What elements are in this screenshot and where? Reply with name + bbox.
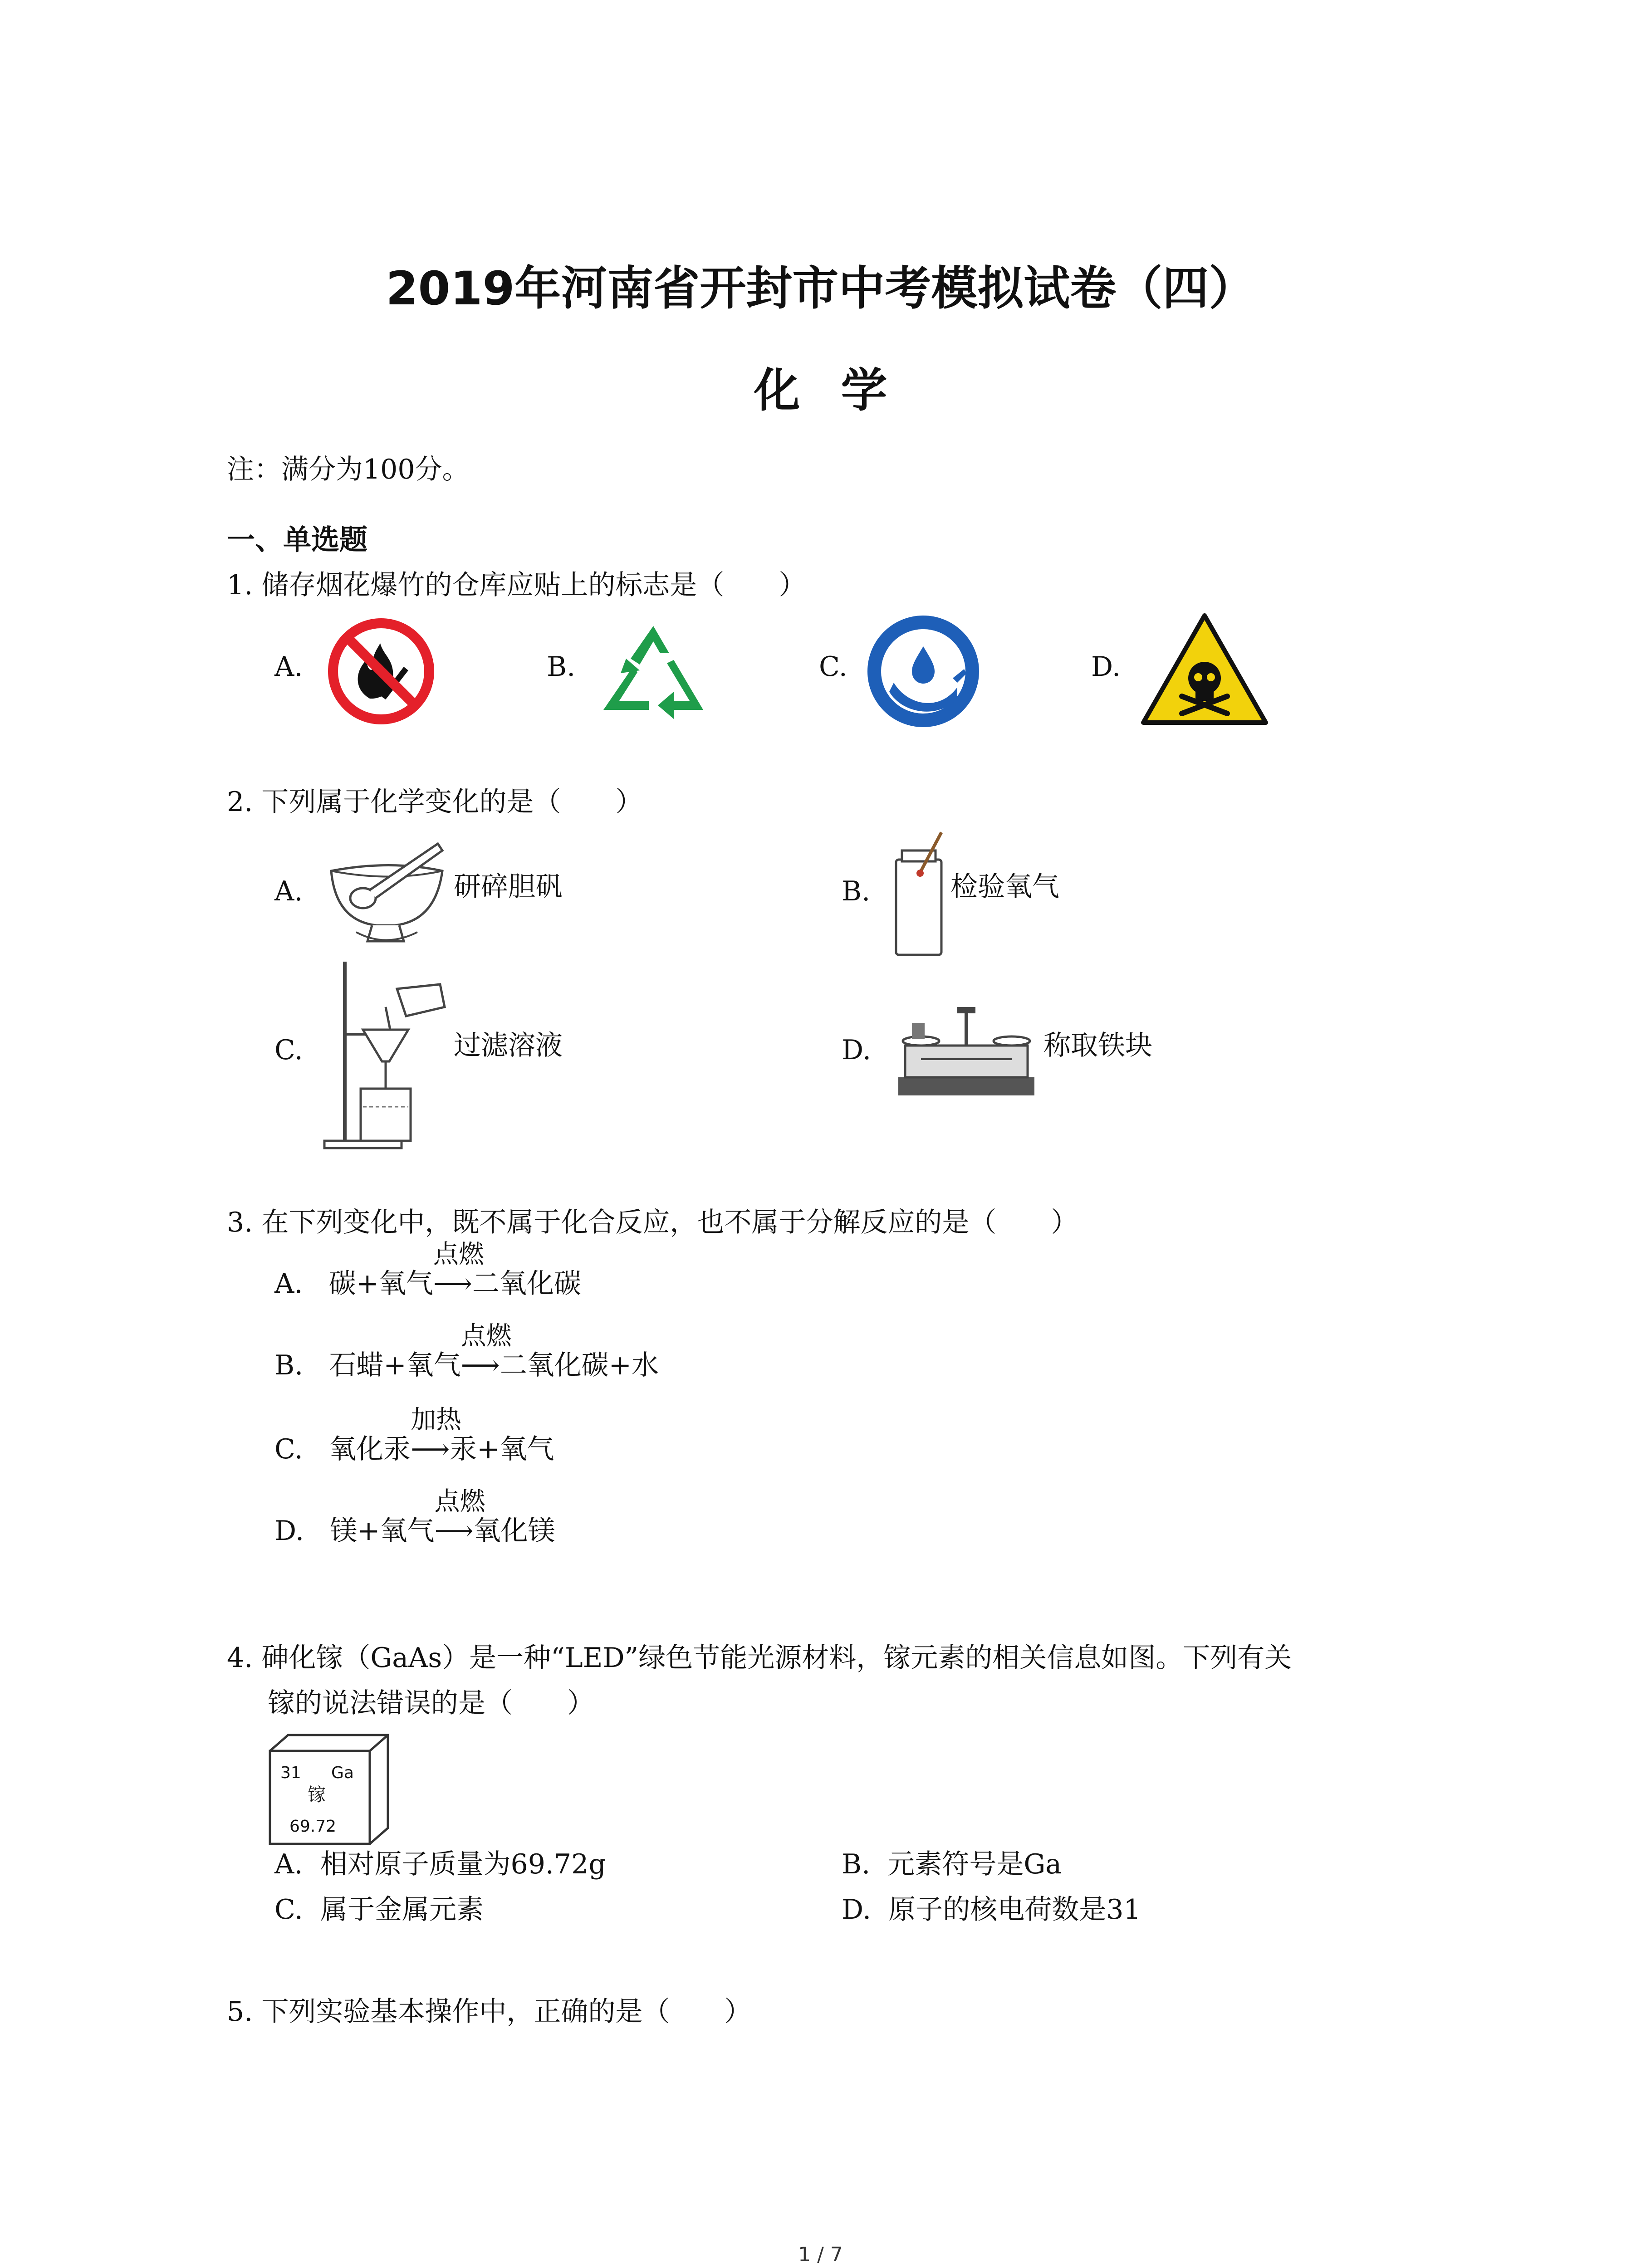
q3-option-c-condition: 加热 [411,1405,462,1435]
q4-option-d [842,1894,1141,1926]
page-title: 2019年河南省开封市中考模拟试卷（四） [386,262,1255,316]
q3-option-c-products: 汞+氧气 [450,1433,554,1465]
question-3-stem: 3. 在下列变化中，既不属于化合反应，也不属于分解反应的是（ ） [227,1207,1078,1238]
water-saving-sign-icon [867,615,980,728]
q2-option-c-text: 过滤溶液 [454,1030,563,1061]
q1-option-b-label: B. [547,651,576,683]
q4-option-c-text: 属于金属元素 [320,1894,484,1926]
q2-option-a-label: A. [274,875,303,907]
q3-option-a [274,1240,581,1300]
q4-option-a-label: A. [274,1848,303,1880]
reaction-arrow: 点燃 ⟶ [433,1240,484,1300]
q3-option-a-reactants: 碳+氧气 [328,1268,433,1300]
no-fire-sign-icon [327,617,436,726]
toxic-hazard-sign-icon [1139,610,1270,728]
q1-option-c-label: C. [819,651,847,683]
q2-option-b-text: 检验氧气 [950,871,1059,903]
q2-option-b-label: B. [842,875,871,907]
element-number: 31 [280,1764,301,1782]
recycle-sign-icon [594,617,712,726]
q2-option-c-label: C. [274,1034,303,1066]
q3-option-c-reactants: 氧化汞 [329,1433,411,1465]
subject-title: 化学 [754,364,928,418]
q1-option-a-label: A. [274,651,303,683]
question-4-stem-line1: 4. 砷化镓（GaAs）是一种“LED”绿色节能光源材料，镓元素的相关信息如图。下列有关 [227,1642,1292,1674]
question-2-stem: 2. 下列属于化学变化的是（ ） [227,786,643,818]
reaction-arrow: 加热 ⟶ [411,1405,462,1465]
q4-option-d-text: 原子的核电荷数是31 [888,1894,1141,1926]
question-4-stem-line2: 镓的说法错误的是（ ） [268,1687,594,1719]
q3-option-d-products: 氧化镁 [473,1515,555,1547]
q3-option-a-label: A. [274,1268,303,1300]
element-mass: 69.72 [289,1817,337,1836]
q4-option-b [842,1848,1062,1880]
reaction-arrow: 点燃 ⟶ [460,1321,512,1381]
q2-option-d-text: 称取铁块 [1043,1030,1152,1061]
q3-option-a-condition: 点燃 [433,1240,484,1269]
q4-option-a [274,1848,606,1880]
q3-option-d [274,1487,555,1547]
page-number: 1 / 7 [798,2243,843,2266]
element-symbol: Ga [331,1764,354,1782]
reaction-arrow: 点燃 ⟶ [434,1487,485,1547]
q2-option-a-text: 研碎胆矾 [454,871,563,903]
q3-option-b-label: B. [274,1349,304,1381]
q3-option-d-label: D. [274,1515,304,1547]
q3-option-d-condition: 点燃 [434,1487,485,1516]
exam-note: 注：满分为100分。 [227,454,470,485]
q4-option-d-label: D. [842,1894,872,1926]
q3-option-b-products: 二氧化碳+水 [500,1349,659,1381]
balance-scale-icon [889,998,1043,1102]
question-1-stem: 1. 储存烟花爆竹的仓库应贴上的标志是（ ） [227,569,806,601]
gallium-element-card [268,1733,390,1846]
q3-option-d-reactants: 镁+氧气 [330,1515,435,1547]
q3-option-a-products: 二氧化碳 [472,1268,581,1300]
q1-option-d-label: D. [1091,651,1121,683]
filtration-setup-icon [318,957,463,1152]
q4-option-b-label: B. [842,1848,871,1880]
q4-option-b-text: 元素符号是Ga [887,1848,1062,1880]
mortar-pestle-icon [322,835,454,953]
q3-option-c-label: C. [274,1433,303,1465]
q3-option-c [274,1405,554,1465]
q3-option-b [274,1321,659,1381]
q4-option-a-text: 相对原子质量为69.72g [320,1848,606,1880]
element-name: 镓 [308,1784,326,1805]
gas-bottle-splint-icon [889,830,953,962]
q4-option-c [274,1894,484,1926]
q3-option-b-reactants: 石蜡+氧气 [329,1349,461,1381]
q3-option-b-condition: 点燃 [460,1321,512,1351]
q2-option-d-label: D. [842,1034,872,1066]
question-5-stem: 5. 下列实验基本操作中，正确的是（ ） [227,1996,752,2028]
q4-option-c-label: C. [274,1894,303,1926]
section-heading: 一、单选题 [227,523,368,556]
